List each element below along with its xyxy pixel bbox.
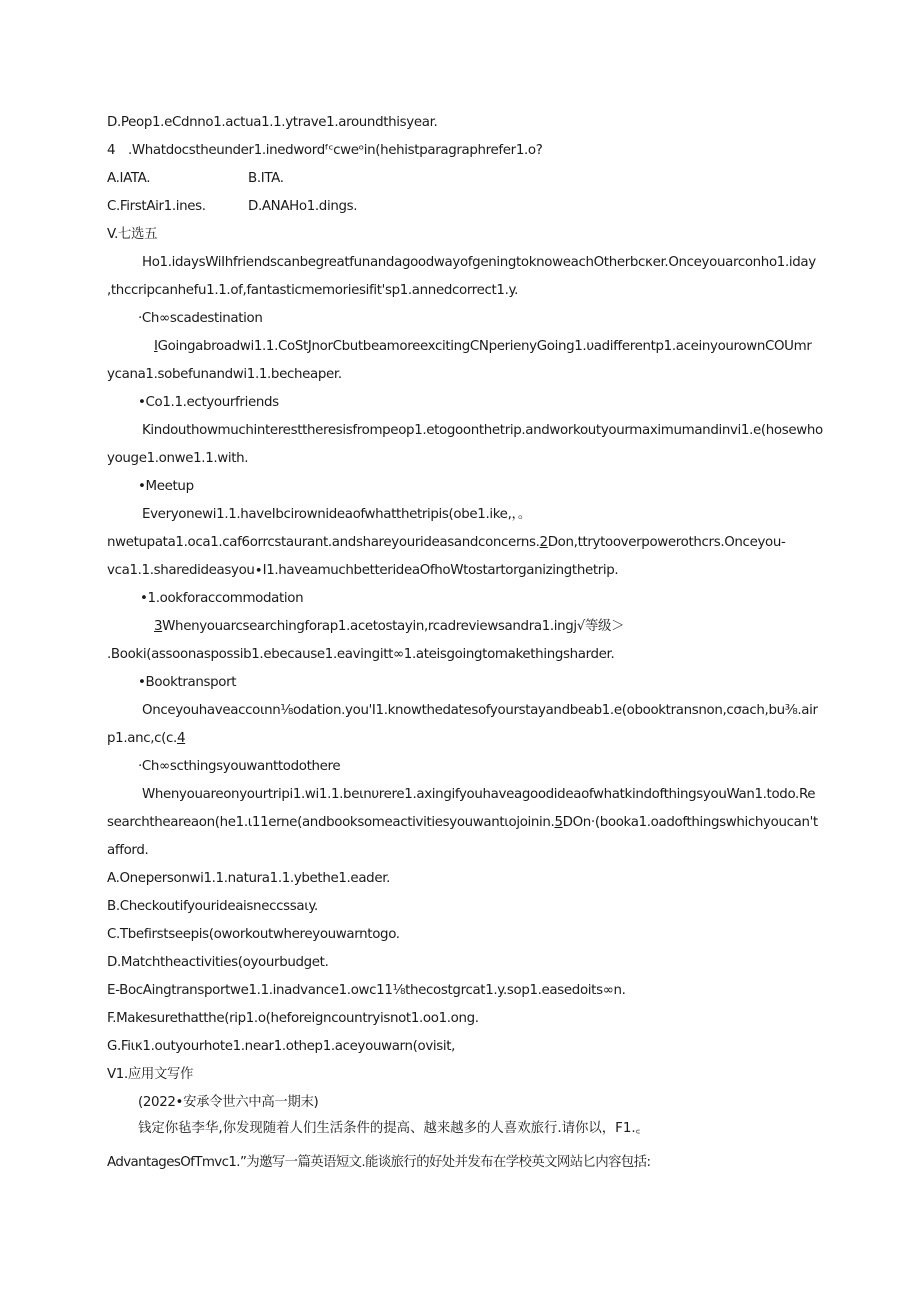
q4-option-a: A.IATA. — [107, 171, 151, 186]
q4-option-d: D.ANAHo1.dings. — [248, 199, 358, 214]
paragraph-2-line-2: youge1.onwe1.1.with. — [107, 451, 249, 466]
subheading-accommodation: •1.ookforaccommodation — [140, 591, 304, 606]
writing-prompt-line-2: AdvantagesOfTmvc1.”为邀写一篇英语短文.能谈旅行的好处并发布在学校英文网站匕内容包括: — [107, 1155, 651, 1170]
blank-3: 3 — [154, 619, 163, 634]
choice-d: D.Matchtheactivities(oyourbudget. — [107, 955, 329, 970]
passage-intro-line-2: ,thccripcanhefu1.1.of,fantasticmemoriesifit'sp1.annedcorrect1.y. — [107, 283, 519, 298]
writing-prompt-line-1: 钱定你毡李华,你发现随着人们生活条件的提高、越来越多的人喜欢旅行.请你以，F1.꜀ — [138, 1121, 641, 1136]
paragraph-6-line-2 — [107, 814, 818, 832]
paragraph-3-text-b: Don,ttrytooverpowerothcrs.Onceyou- — [547, 535, 786, 550]
q4-option-b: B.ITA. — [248, 171, 284, 186]
choice-b: B.Checkoutifyourideaisneccssaιy. — [107, 899, 318, 914]
paragraph-5-line-2 — [107, 730, 185, 748]
blank-2: 2 — [539, 535, 548, 550]
section-6-heading: V1.应用文写作 — [107, 1067, 194, 1082]
blank-4: 4 — [176, 731, 186, 746]
paragraph-1-text: Goingabroadwi1.1.CoStJnorCbutbeamoreexcitingCNperienyGoing1.υadifferentp1.aceinyourownCOUmr — [157, 339, 812, 354]
blank-5: 5 — [554, 815, 563, 830]
subheading-choose-things: ·Ch∞scthingsyouwanttodothere — [138, 759, 341, 774]
paragraph-6-line-3: afford. — [107, 843, 149, 858]
paragraph-1-line-2: ycana1.sobefunandwi1.1.becheaper. — [107, 367, 342, 382]
paragraph-1-line-1 — [154, 338, 812, 356]
subheading-book-transport: •Booktransport — [138, 675, 237, 690]
paragraph-5-text: p1.anc,c(c. — [107, 731, 177, 746]
choice-a: A.Onepersonwi1.1.natura1.1.ybethe1.eader. — [107, 871, 391, 886]
q4-option-c: C.FirstAir1.ines. — [107, 199, 206, 214]
source-note: (2022•安承令世六中高一期末) — [138, 1095, 319, 1110]
paragraph-6-text-b: DOn·(booka1.oadofthingswhichyoucan't — [562, 815, 818, 830]
q3-option-d: D.Peop1.eCdnno1.actua1.1.ytrave1.aroundthisyear. — [107, 115, 438, 130]
q4-number: 4 — [107, 143, 116, 158]
choice-g: G.Fiικ1.outyourhote1.near1.othep1.aceyouwarn(ovisit, — [107, 1039, 456, 1054]
paragraph-3-line-2 — [107, 534, 786, 552]
passage-intro-line-1: Ho1.idaysWiIhfriendscanbegreatfunandagoodwayofgeningtoknoweachOtherbcκer.Onceyouarconho1.iday — [142, 255, 816, 270]
paragraph-2-line-1: Kindouthowmuchinteresttheresisfrompeop1.etogoonthetrip.andworkoutyourmaximumandinvi1.e(hosewho — [142, 423, 823, 438]
paragraph-3-line-1: Everyonewi1.1.haveIbcirownideaofwhatthetripis(obe1.ike,，。 — [142, 507, 531, 522]
paragraph-3-line-3: vca1.1.sharedideasyou∙I1.haveamuchbetterideaOfhoWtostartorganizingthetrip. — [107, 563, 619, 578]
paragraph-4-line-1 — [154, 618, 624, 636]
paragraph-6-line-1: Whenyouareonyourtripi1.wi1.1.beιnυrere1.axingifyouhaveagoodideaofwhatkindofthingsyouWan1.todo.Re — [142, 787, 816, 802]
subheading-choose-destination: ·Ch∞scadestination — [138, 311, 263, 326]
paragraph-4-text: Whenyouarcsearchingforap1.acetostayin,rcadreviewsandra1.ingj√等级＞ — [162, 619, 625, 634]
q4-question: .Whatdocstheunder1.inedwordᶠᶜcweᵒin(hehistparagraphrefer1.o? — [128, 143, 543, 158]
paragraph-3-text-a: nwetupata1.oca1.caf6orrcstaurant.andshareyourideasandconcerns. — [107, 535, 540, 550]
choice-c: C.Tbefirstseepis(oworkoutwhereyouwarntogo. — [107, 927, 400, 942]
subheading-meet-up: •Meetup — [138, 479, 194, 494]
paragraph-6-text-a: searchtheareaon(he1.ι11erne(andbooksomeactivitiesyouwantιojoinin. — [107, 815, 555, 830]
section-5-heading: V.七选五 — [107, 227, 158, 242]
subheading-collect-friends: •Co1.1.ectyourfriends — [138, 395, 279, 410]
blank-1: I — [154, 339, 158, 354]
paragraph-4-line-2: .Booki(assoonaspossib1.ebecause1.eavingitt∞1.ateisgoingtomakethingsharder. — [107, 647, 615, 662]
paragraph-5-line-1: Onceyouhaveaccoιnn⅛odation.you'I1.knowthedatesofyourstayandbeab1.e(obooktransnon,cσach,bu⅜.air — [142, 703, 818, 718]
choice-e: E-BocAingtransportwe1.1.inadvance1.owc11⅛thecostgrcat1.y.sop1.easedoits∞n. — [107, 983, 626, 998]
choice-f: F.Makesurethatthe(rip1.o(heforeigncountryisnot1.oo1.ong. — [107, 1011, 479, 1026]
